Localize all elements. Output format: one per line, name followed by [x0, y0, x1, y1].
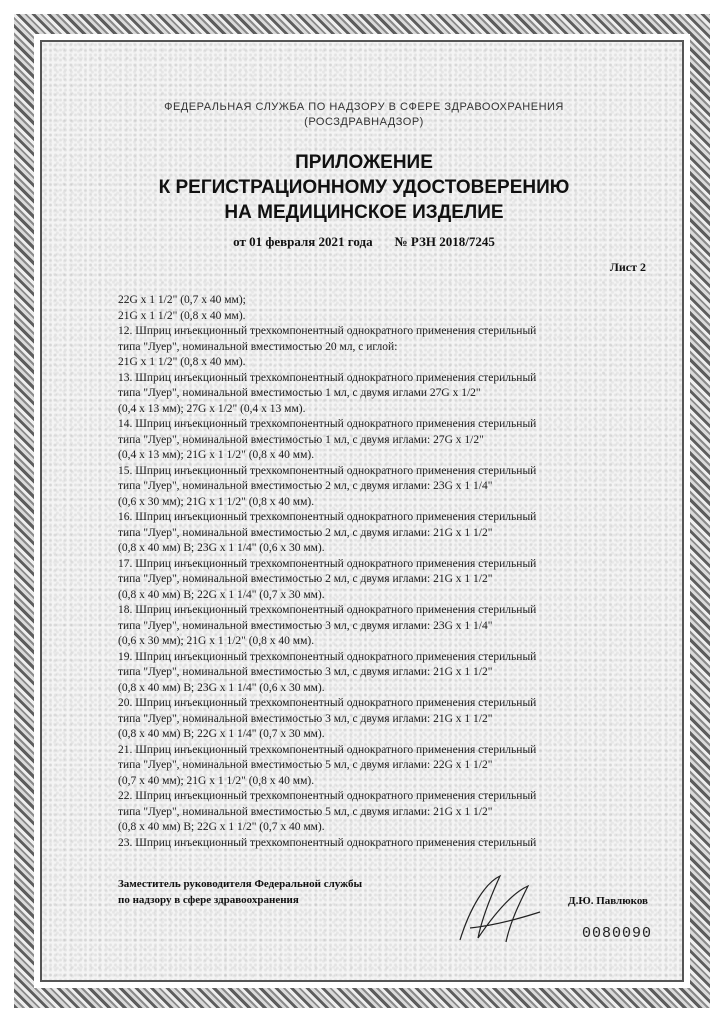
- content-line: 22G x 1 1/2" (0,7 x 40 мм);: [118, 294, 246, 306]
- content-line: 19. Шприц инъекционный трехкомпонентный однократного применения стерильный: [118, 650, 537, 663]
- content-line: (0,8 x 40 мм) В; 22G x 1 1/4" (0,7 x 30 мм).: [118, 728, 325, 740]
- content-line: (0,6 x 30 мм); 21G x 1 1/2" (0,8 x 40 мм).: [118, 495, 315, 508]
- content-line: 13. Шприц инъекционный трехкомпонентный однократного применения стерильный: [118, 371, 537, 384]
- date-and-number: [60, 234, 668, 250]
- content-line: (0,4 x 13 мм); 27G x 1/2" (0,4 x 13 мм).: [118, 402, 306, 415]
- content-line: 22. Шприц инъекционный трехкомпонентный однократного применения стерильный: [118, 790, 537, 802]
- agency-name: ФЕДЕРАЛЬНАЯ СЛУЖБА ПО НАДЗОРУ В СФЕРЕ ЗДРАВООХРАНЕНИЯ: [164, 101, 564, 113]
- sheet-number: Лист 2: [609, 260, 646, 274]
- title-line-1: ПРИЛОЖЕНИЕ: [295, 152, 433, 173]
- content-line: 21G x 1 1/2" (0,8 x 40 мм).: [118, 356, 246, 368]
- content-line: 17. Шприц инъекционный трехкомпонентный однократного применения стерильный: [118, 557, 537, 570]
- content-line: (0,8 x 40 мм) В; 22G x 1 1/2" (0,7 x 40 мм).: [118, 821, 325, 833]
- content-line: типа "Луер", номинальной вместимостью 5 мл, с двумя иглами: 21G x 1 1/2": [118, 805, 493, 818]
- content-line: 21. Шприц инъекционный трехкомпонентный однократного применения стерильный: [118, 743, 537, 756]
- agency-header: [60, 100, 668, 130]
- content-line: 23. Шприц инъекционный трехкомпонентный однократного применения стерильный: [118, 836, 537, 849]
- content-line: (0,8 x 40 мм) В; 22G x 1 1/4" (0,7 x 30 мм).: [118, 588, 325, 601]
- content-line: (0,6 x 30 мм); 21G x 1 1/2" (0,8 x 40 мм).: [118, 635, 315, 647]
- content-line: 14. Шприц инъекционный трехкомпонентный однократного применения стерильный: [118, 418, 537, 430]
- content-line: 12. Шприц инъекционный трехкомпонентный однократного применения стерильный: [118, 325, 537, 337]
- content-line: типа "Луер", номинальной вместимостью 3 мл, с двумя иглами: 21G x 1 1/2": [118, 712, 493, 725]
- title-line-2: К РЕГИСТРАЦИОННОМУ УДОСТОВЕРЕНИЮ: [158, 177, 570, 198]
- content-line: типа "Луер", номинальной вместимостью 1 мл, с двумя иглами 27G x 1/2": [118, 387, 481, 399]
- content-line: типа "Луер", номинальной вместимостью 3 мл, с двумя иглами: 23G x 1 1/4": [118, 619, 493, 632]
- content-line: типа "Луер", номинальной вместимостью 20 мл, с иглой:: [118, 340, 398, 353]
- content-line: 21G x 1 1/2" (0,8 x 40 мм).: [118, 309, 246, 322]
- agency-abbreviation: (РОСЗДРАВНАДЗОР): [304, 116, 424, 128]
- content-line: 20. Шприц инъекционный трехкомпонентный однократного применения стерильный: [118, 697, 537, 709]
- issue-date: от 01 февраля 2021 года: [233, 234, 373, 249]
- signature-position: [118, 876, 378, 908]
- content-line: (0,4 x 13 мм); 21G x 1 1/2" (0,8 x 40 мм).: [118, 449, 315, 461]
- content-line: типа "Луер", номинальной вместимостью 5 мл, с двумя иглами: 22G x 1 1/2": [118, 759, 493, 771]
- serial-number: 0080090: [581, 925, 652, 942]
- content-line: (0,8 x 40 мм) В; 23G x 1 1/4" (0,6 x 30 мм).: [118, 542, 325, 554]
- content-line: типа "Луер", номинальной вместимостью 2 мл, с двумя иглами: 21G x 1 1/2": [118, 526, 493, 539]
- title-line-3: НА МЕДИЦИНСКОЕ ИЗДЕЛИЕ: [224, 202, 504, 223]
- device-list: [118, 293, 650, 851]
- position-line-2: по надзору в сфере здравоохранения: [118, 894, 299, 906]
- content-line: типа "Луер", номинальной вместимостью 2 мл, с двумя иглами: 21G x 1 1/2": [118, 573, 493, 585]
- registration-number: № РЗН 2018/7245: [394, 234, 495, 249]
- position-line-1: Заместитель руководителя Федеральной службы: [118, 878, 363, 890]
- content-line: типа "Луер", номинальной вместимостью 3 мл, с двумя иглами: 21G x 1 1/2": [118, 666, 493, 678]
- content-line: 15. Шприц инъекционный трехкомпонентный однократного применения стерильный: [118, 464, 537, 477]
- handwritten-signature: [440, 868, 550, 948]
- content-line: типа "Луер", номинальной вместимостью 1 мл, с двумя иглами: 27G x 1/2": [118, 433, 484, 446]
- content-line: (0,8 x 40 мм) В; 23G x 1 1/4" (0,6 x 30 мм).: [118, 681, 325, 694]
- signer-name: Д.Ю. Павлюков: [568, 895, 648, 907]
- document-title: [60, 150, 668, 225]
- content-line: 16. Шприц инъекционный трехкомпонентный однократного применения стерильный: [118, 511, 537, 523]
- content-line: 18. Шприц инъекционный трехкомпонентный однократного применения стерильный: [118, 604, 537, 616]
- content-line: (0,7 x 40 мм); 21G x 1 1/2" (0,8 x 40 мм).: [118, 774, 315, 787]
- content-line: типа "Луер", номинальной вместимостью 2 мл, с двумя иглами: 23G x 1 1/4": [118, 480, 493, 492]
